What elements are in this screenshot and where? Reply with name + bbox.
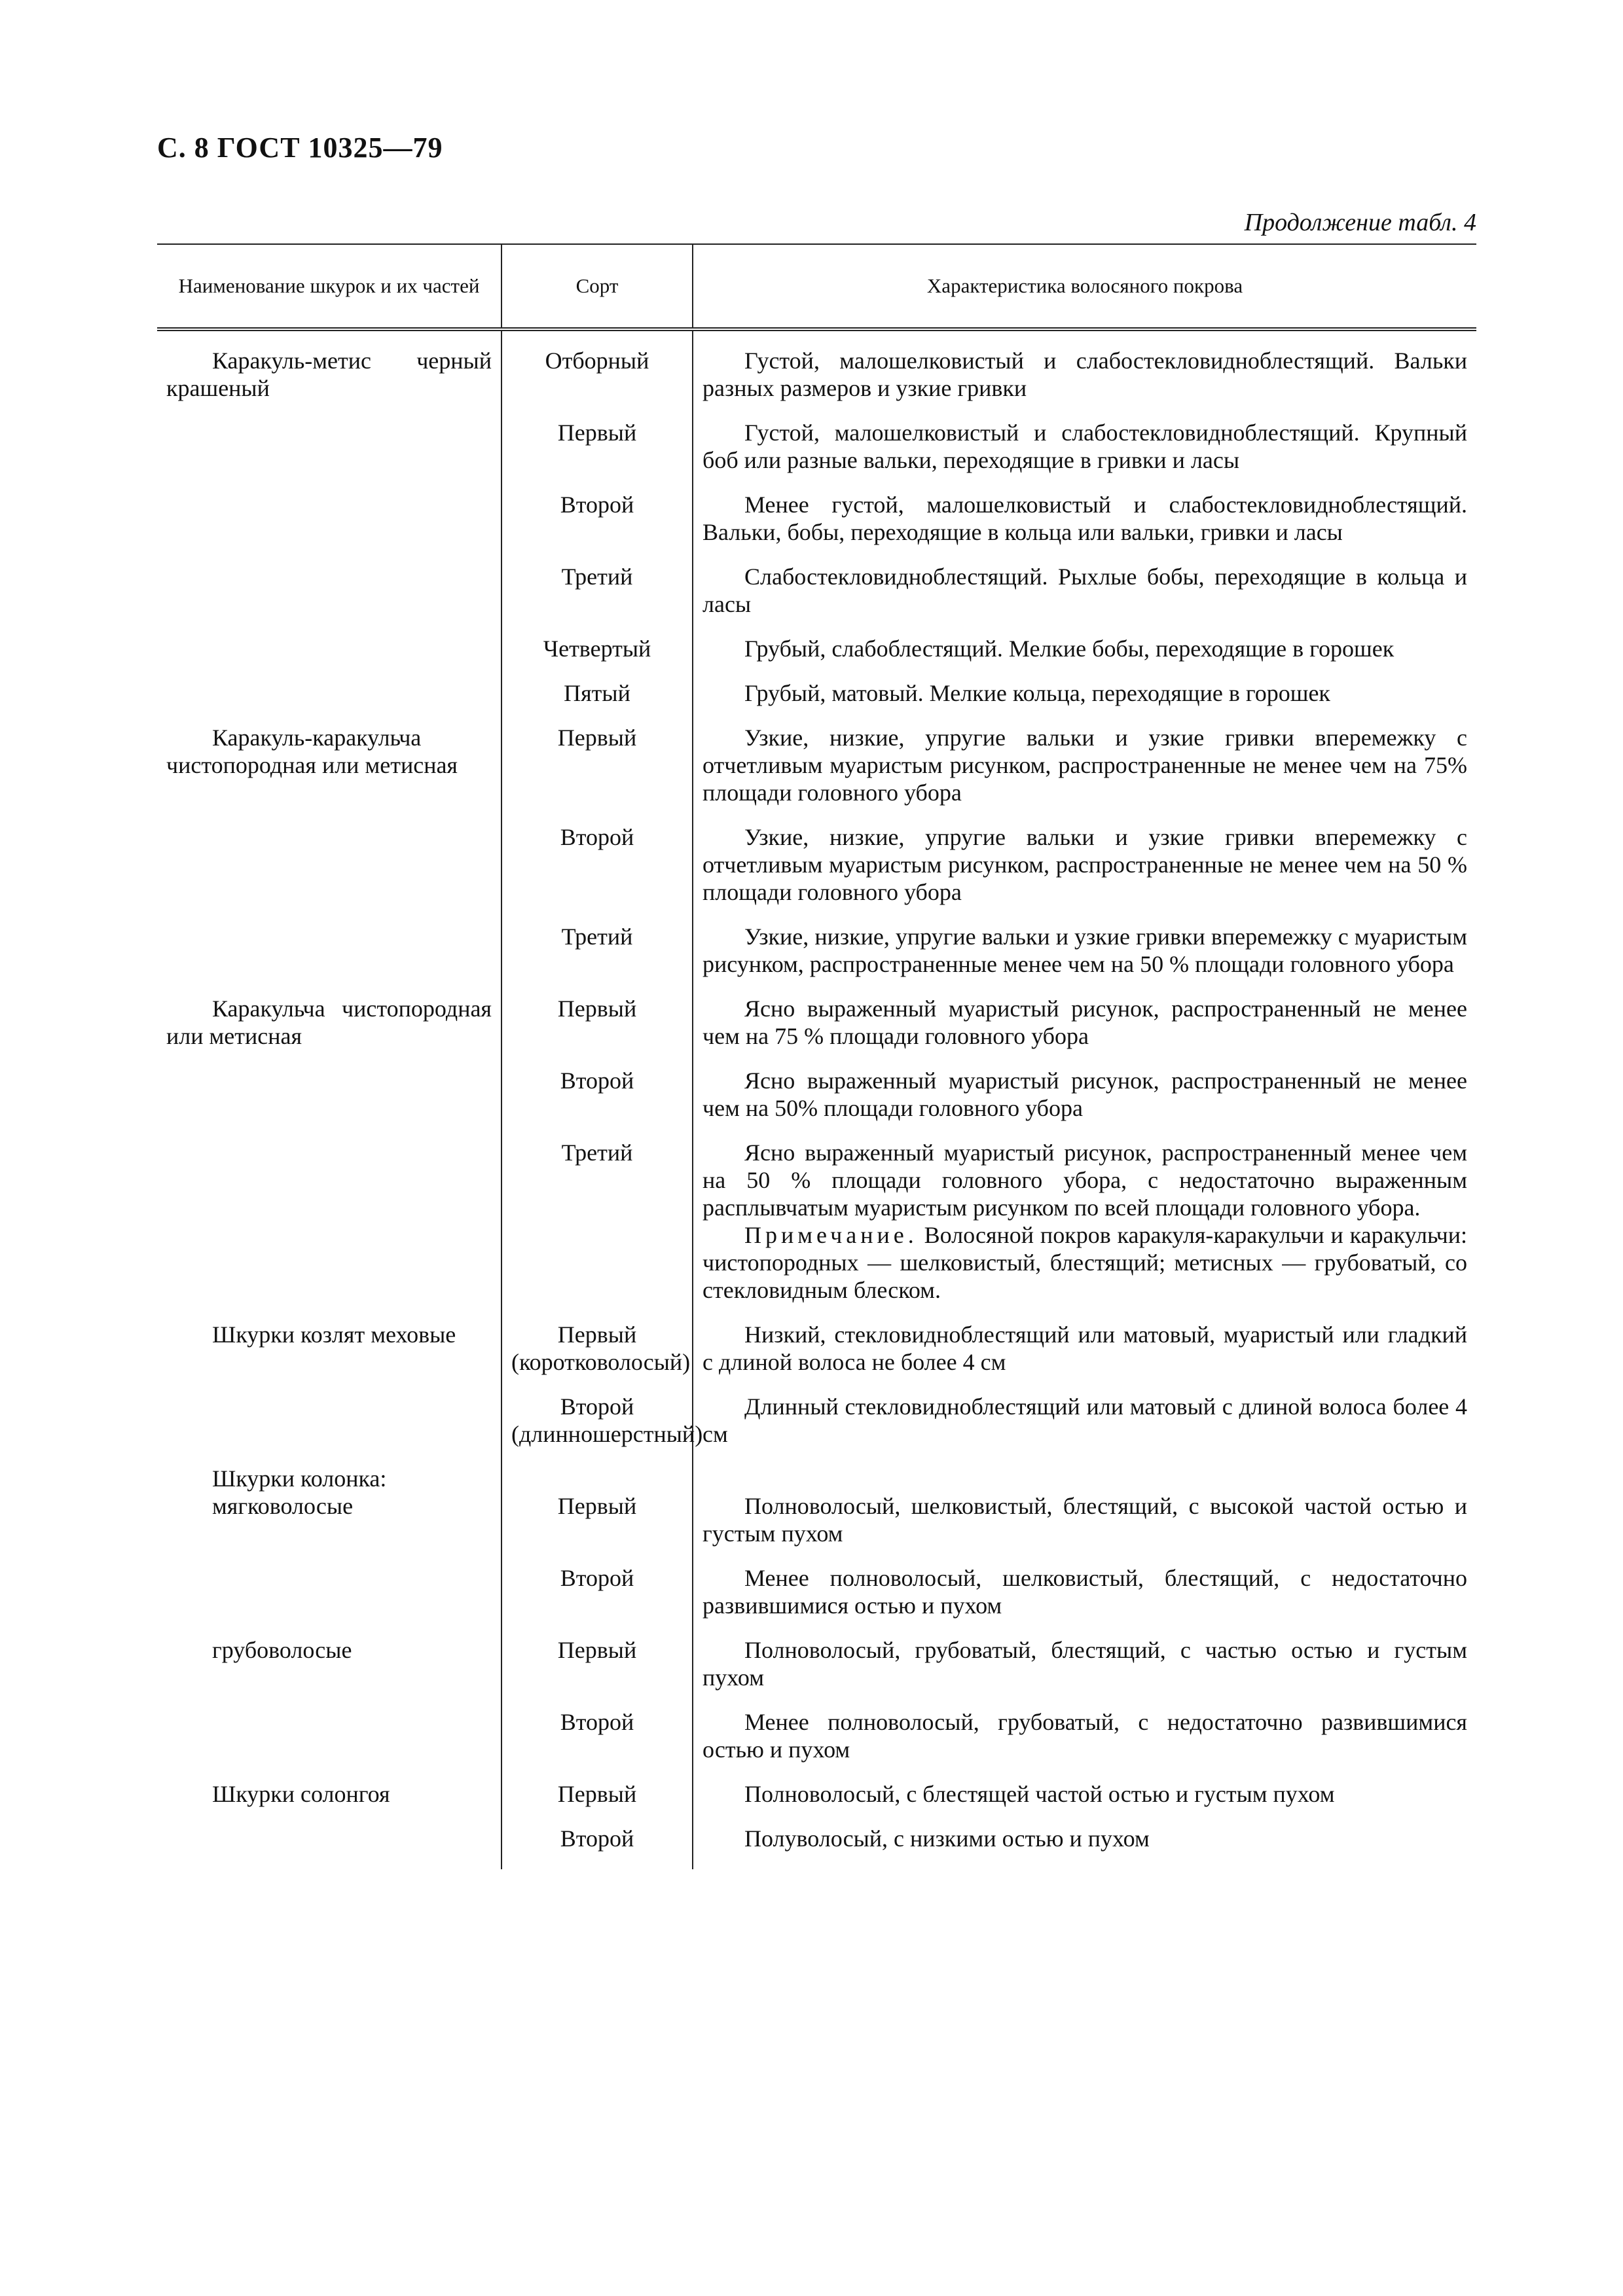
skin-name: Каракуль-каракульча чистопородная или метисная [166,725,458,778]
characteristic: Полноволосый, шелковистый, блестящий, с высокой частой остью и густым пухом [693,1492,1476,1564]
grade: Первый [501,1492,693,1564]
grade: Первый (коротковолосый) [501,1321,693,1393]
skin-name [157,1564,501,1636]
characteristic: Слабостекловидноблестящий. Рыхлые бобы, переходящие в кольца и ласы [693,563,1476,635]
characteristic: Узкие, низкие, упругие вальки и узкие гривки вперемежку с отчетливым муаристым рисунком, распространенные не менее чем на 50 % площади головного убора [693,823,1476,923]
characteristic: Густой, малошелковистый и слабостекловиднoблестящий. Вальки разных размеров и узкие гривки [693,329,1476,419]
skin-name: Каракуль-метис черный крашеный [166,348,492,401]
characteristic: Ясно выраженный муаристый рисунок, распространенный не менее чем на 75 % площади головного убора [693,995,1476,1067]
characteristic: Менее полноволосый, шелковистый, блестящий, с недостаточно развившимися остью и пухом [693,1564,1476,1636]
grade: Первый [501,1780,693,1825]
characteristic [693,1139,1476,1321]
skin-name: мягковолосые [212,1493,354,1519]
grade: Третий [501,563,693,635]
skin-name [157,491,501,563]
characteristic-text: Ясно выраженный муаристый рисунок, распространенный менее чем на 50 % площади головного убора, с недостаточно выраженным расплывчатым муаристым рисунком по всей площади головного убора. [702,1139,1467,1221]
characteristic: Полноволосый, грубоватый, блестящий, с частью остью и густым пухом [693,1636,1476,1708]
characteristic: Узкие, низкие, упругие вальки и узкие гривки вперемежку с муаристым рисунком, распространенные менее чем на 50 % площади головного убора [693,923,1476,995]
skin-name [157,419,501,491]
table-row [157,329,1476,419]
grade: Второй [501,1564,693,1636]
grade: Второй [501,1708,693,1780]
table-row [157,1708,1476,1780]
skin-name [157,1825,501,1869]
table-header-row [157,244,1476,329]
table-row [157,923,1476,995]
table-row [157,1492,1476,1564]
grade: Первый [501,724,693,823]
table-row [157,1564,1476,1636]
skin-name [157,1708,501,1780]
table-row [157,1321,1476,1393]
grade: Первый [501,1636,693,1708]
grade: Пятый [501,679,693,724]
grade: Первый [501,419,693,491]
skin-name [157,679,501,724]
skin-name [157,1067,501,1139]
grade: Четвертый [501,635,693,679]
grade: Третий [501,1139,693,1321]
table-row [157,563,1476,635]
table-row [157,724,1476,823]
table-row [157,1067,1476,1139]
characteristic: Менее полноволосый, грубоватый, с недостаточно развившимися остью и пухом [693,1708,1476,1780]
grade: Второй [501,823,693,923]
page-header: С. 8 ГОСТ 10325—79 [157,132,443,164]
characteristic: Менее густой, малошелковистый и слабостекловидноблестящий. Вальки, бобы, переходящие в кольца или вальки, гривки и ласы [693,491,1476,563]
grade: Отборный [501,329,693,419]
skin-name [157,1139,501,1321]
table-row [157,1636,1476,1708]
skin-name: Шкурки козлят меховые [212,1321,456,1348]
table-continuation-label: Продолжение табл. 4 [1244,209,1476,236]
characteristic [693,1465,1476,1492]
table-row [157,491,1476,563]
table-row [157,679,1476,724]
table-row [157,635,1476,679]
skin-name [157,635,501,679]
skin-name [157,923,501,995]
skin-name: Шкурки солонгоя [212,1781,390,1807]
note-lead: Примечание. [744,1222,918,1248]
characteristic: Узкие, низкие, упругие вальки и узкие гривки вперемежку с отчетливым муаристым рисунком, распространенные не менее чем на 75% площади головного убора [693,724,1476,823]
note-text: Волосяной покров каракуля-каракульчи и каракульчи: чистопородных — шелковистый, блестящий; метисных — грубоватый, со стекловидным блеском. [702,1222,1467,1303]
header-name: Наименование шкурок и их частей [157,244,501,329]
skin-name [157,563,501,635]
characteristic: Полуволосый, с низкими остью и пухом [693,1825,1476,1869]
grade: Первый [501,995,693,1067]
table-note [702,1221,1467,1304]
skin-name: грубоволосые [212,1637,352,1663]
characteristic: Низкий, стекловидноблестящий или матовый, муаристый или гладкий с длиной волоса не более 4 см [693,1321,1476,1393]
characteristic: Полноволосый, с блестящей частой остью и густым пухом [693,1780,1476,1825]
table-row [157,1780,1476,1825]
table-row [157,995,1476,1067]
characteristic: Длинный стекловидноблестящий или матовый с длиной волоса более 4 см [693,1393,1476,1465]
table-row [157,823,1476,923]
characteristics-table [157,243,1476,1869]
grade: Второй [501,491,693,563]
characteristic: Ясно выраженный муаристый рисунок, распространенный не менее чем на 50% площади головного убора [693,1067,1476,1139]
grade: Второй [501,1825,693,1869]
grade [501,1465,693,1492]
skin-name [157,823,501,923]
header-characteristic: Характеристика волосяного покрова [693,244,1476,329]
grade: Второй [501,1067,693,1139]
table-row [157,1825,1476,1869]
skin-name: Шкурки колонка: [212,1465,387,1492]
table-row [157,1393,1476,1465]
grade: Второй (длинношерстный) [501,1393,693,1465]
skin-name: Каракульча чистопородная или метисная [166,996,492,1049]
grade: Третий [501,923,693,995]
table-row [157,1465,1476,1492]
skin-name [157,1393,501,1465]
characteristic: Густой, малошелковистый и слабостекловидноблестящий. Крупный боб или разные вальки, переходящие в гривки и ласы [693,419,1476,491]
table-row [157,419,1476,491]
characteristic: Грубый, матовый. Мелкие кольца, переходящие в горошек [693,679,1476,724]
header-sort: Сорт [501,244,693,329]
characteristic: Грубый, слабоблестящий. Мелкие бобы, переходящие в горошек [693,635,1476,679]
table-row [157,1139,1476,1321]
